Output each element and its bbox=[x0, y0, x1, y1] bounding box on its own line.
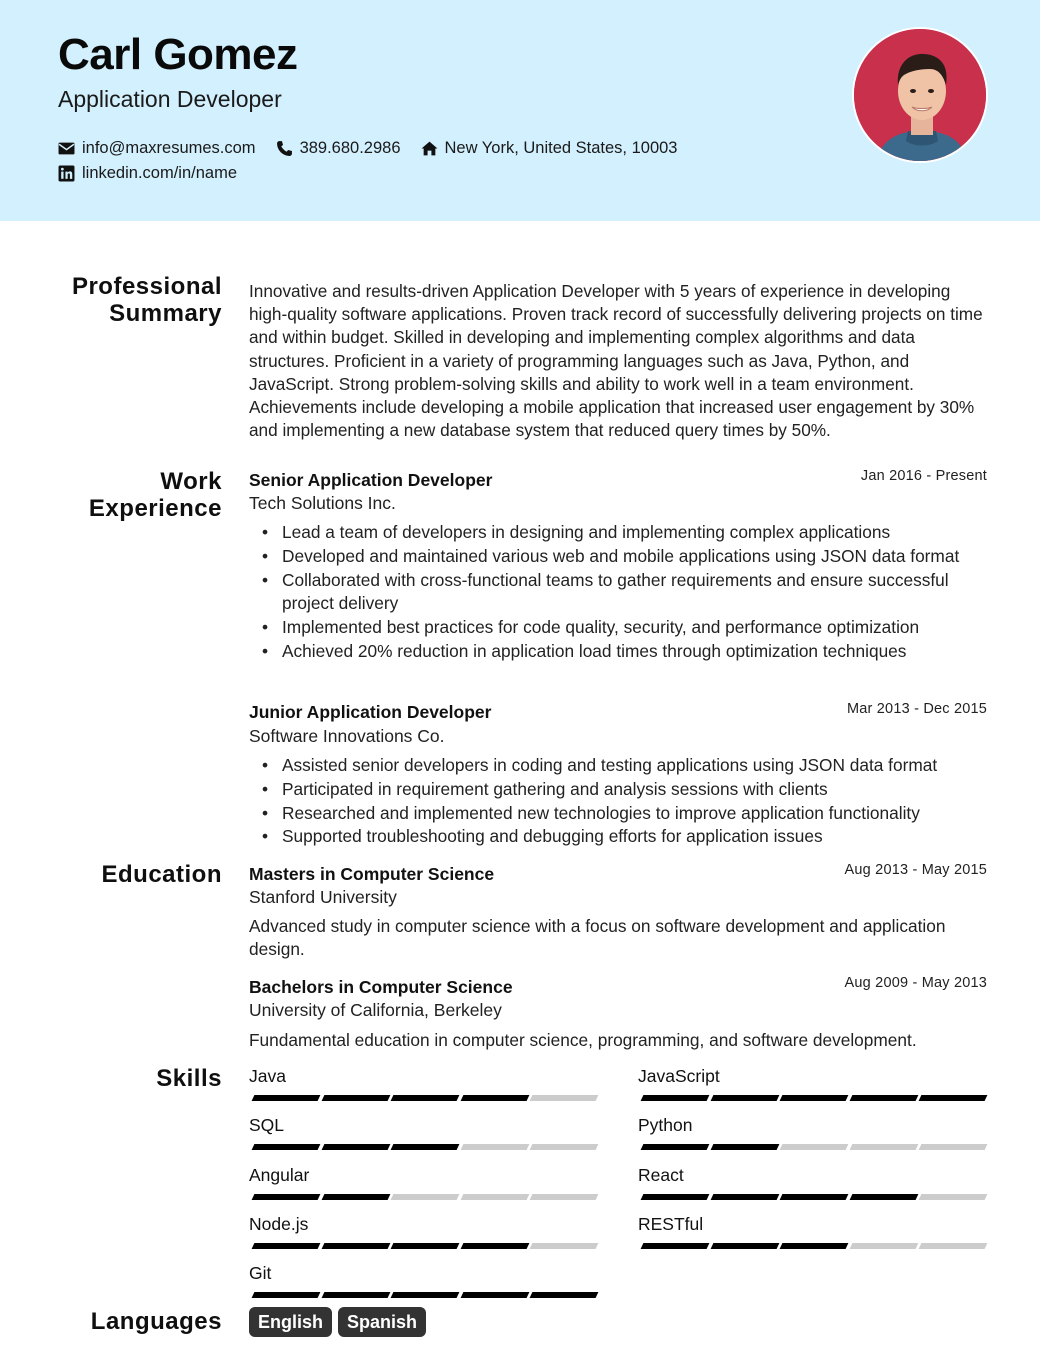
education-dates: Aug 2009 - May 2013 bbox=[844, 975, 987, 991]
header-banner bbox=[0, 0, 1040, 221]
summary-text: Innovative and results-driven Application Developer with 5 years of experience in developing high-quality software applications. Proven track record of successfully delivering projects on time and within budget. Skilled in developing and implementing complex algorithms and data structures. Proficient in a variety of programming languages such as Java, Python, and JavaScript. Strong problem-solving skills and ability to work well in a team environment. Achievements include developing a mobile application that increased user engagement by 30% and implementing a new database system that reduced query times by 50%. bbox=[249, 281, 983, 441]
education-description: Advanced study in computer science with a focus on software development and application design. bbox=[249, 916, 946, 960]
avatar bbox=[854, 29, 988, 163]
skill-level-segment bbox=[710, 1095, 779, 1101]
section-heading-education: Education bbox=[101, 861, 222, 888]
linkedin-icon bbox=[58, 165, 75, 182]
skill-level-bar bbox=[638, 1144, 986, 1150]
skill-level-segment bbox=[710, 1144, 779, 1150]
company-name: Tech Solutions Inc. bbox=[249, 493, 396, 513]
skill-level-segment bbox=[780, 1144, 849, 1150]
list-item: • Achieved 20% reduction in application load times through optimization techniques bbox=[282, 640, 994, 664]
skill-level-segment bbox=[849, 1095, 918, 1101]
skill-level-segment bbox=[919, 1144, 988, 1150]
skill-level-bar bbox=[249, 1194, 597, 1200]
skill-level-bar bbox=[638, 1095, 986, 1101]
skill-level-bar bbox=[249, 1144, 597, 1150]
heading-line: Work bbox=[160, 468, 222, 495]
skill-name: Java bbox=[249, 1066, 286, 1086]
phone-text: 389.680.2986 bbox=[299, 139, 401, 157]
location-text: New York, United States, 10003 bbox=[444, 139, 678, 157]
job-bullets bbox=[282, 521, 994, 664]
skill-level-segment bbox=[641, 1144, 710, 1150]
skill-level-segment bbox=[391, 1243, 460, 1249]
list-item: • Assisted senior developers in coding and testing applications using JSON data format bbox=[282, 754, 994, 778]
list-item: • Implemented best practices for code quality, security, and performance optimization bbox=[282, 616, 994, 640]
skill-level-segment bbox=[460, 1194, 529, 1200]
language-badge: Spanish bbox=[338, 1307, 426, 1337]
skill-name: Angular bbox=[249, 1164, 310, 1185]
skill-level-segment bbox=[641, 1095, 710, 1101]
profile-photo bbox=[852, 27, 988, 163]
skill-level-segment bbox=[321, 1243, 390, 1249]
skill-level-bar bbox=[249, 1292, 597, 1298]
skill-level-segment bbox=[849, 1194, 918, 1200]
section-heading-languages: Languages bbox=[90, 1308, 222, 1335]
skill-level-segment bbox=[391, 1194, 460, 1200]
skill-name: JavaScript bbox=[638, 1066, 720, 1086]
skill-name: RESTful bbox=[638, 1213, 704, 1234]
heading-line: Experience bbox=[88, 495, 222, 522]
candidate-title: Application Developer bbox=[58, 86, 282, 112]
degree-title: Bachelors in Computer Science bbox=[249, 977, 513, 997]
skill-level-segment bbox=[919, 1095, 988, 1101]
skill-level-segment bbox=[252, 1292, 321, 1298]
job-title: Junior Application Developer bbox=[249, 702, 492, 722]
skill-level-segment bbox=[530, 1243, 599, 1249]
skill-level-segment bbox=[710, 1243, 779, 1249]
skill-level-segment bbox=[321, 1194, 390, 1200]
skill-level-segment bbox=[919, 1243, 988, 1249]
job-dates: Mar 2013 - Dec 2015 bbox=[846, 701, 987, 717]
skill-level-bar bbox=[249, 1243, 597, 1249]
email-text: info@maxresumes.com bbox=[82, 139, 256, 157]
skill-level-segment bbox=[780, 1095, 849, 1101]
skill-level-segment bbox=[252, 1243, 321, 1249]
list-item: • Developed and maintained various web and mobile applications using JSON data format bbox=[282, 545, 994, 569]
skill-level-segment bbox=[252, 1194, 321, 1200]
list-item: • Collaborated with cross-functional teams to gather requirements and ensure successful project delivery bbox=[282, 569, 994, 617]
home-icon bbox=[421, 140, 438, 157]
company-name: Software Innovations Co. bbox=[249, 726, 445, 746]
skill-level-segment bbox=[460, 1144, 529, 1150]
list-item: • Participated in requirement gathering and analysis sessions with clients bbox=[282, 778, 994, 802]
skill-level-segment bbox=[252, 1095, 321, 1101]
skill-level-segment bbox=[530, 1194, 599, 1200]
contact-phone[interactable] bbox=[276, 139, 401, 158]
job-title: Senior Application Developer bbox=[249, 470, 493, 490]
skill-name: React bbox=[638, 1164, 684, 1185]
contact-row bbox=[58, 139, 697, 158]
skill-level-bar bbox=[249, 1095, 597, 1101]
skill-level-segment bbox=[530, 1095, 599, 1101]
list-item: • Supported troubleshooting and debugging efforts for application issues bbox=[282, 825, 994, 849]
skill-level-bar bbox=[638, 1194, 986, 1200]
skill-name: Node.js bbox=[249, 1213, 309, 1234]
heading-line: Summary bbox=[109, 300, 222, 327]
job-bullets bbox=[282, 754, 994, 849]
envelope-icon bbox=[58, 140, 75, 157]
contact-location bbox=[421, 139, 678, 158]
list-item: • Researched and implemented new technologies to improve application functionality bbox=[282, 802, 994, 826]
skill-level-segment bbox=[252, 1144, 321, 1150]
skill-level-segment bbox=[780, 1243, 849, 1249]
section-heading-experience bbox=[89, 468, 222, 522]
contact-email[interactable] bbox=[58, 139, 256, 158]
skill-level-segment bbox=[460, 1095, 529, 1101]
education-dates: Aug 2013 - May 2015 bbox=[844, 862, 987, 878]
skill-level-segment bbox=[849, 1243, 918, 1249]
school-name: Stanford University bbox=[249, 887, 397, 907]
skill-level-segment bbox=[530, 1292, 599, 1298]
skill-name: Python bbox=[638, 1115, 693, 1136]
language-badge: English bbox=[249, 1307, 332, 1337]
skill-level-segment bbox=[460, 1243, 529, 1249]
skill-level-segment bbox=[641, 1194, 710, 1200]
contact-row bbox=[58, 164, 257, 183]
heading-line: Professional bbox=[71, 273, 222, 300]
section-heading-summary bbox=[72, 273, 222, 327]
candidate-name: Carl Gomez bbox=[58, 30, 298, 79]
education-description: Fundamental education in computer science, programming, and software development. bbox=[249, 1030, 917, 1050]
skill-name: Git bbox=[249, 1263, 272, 1284]
school-name: University of California, Berkeley bbox=[249, 1000, 502, 1020]
skill-level-segment bbox=[780, 1194, 849, 1200]
list-item: • Lead a team of developers in designing and implementing complex applications bbox=[282, 521, 994, 545]
skill-level-segment bbox=[849, 1144, 918, 1150]
skill-level-segment bbox=[641, 1243, 710, 1249]
language-list bbox=[249, 1307, 432, 1337]
skill-level-segment bbox=[391, 1095, 460, 1101]
skill-level-segment bbox=[391, 1144, 460, 1150]
skill-name: SQL bbox=[249, 1115, 285, 1136]
skill-level-segment bbox=[321, 1292, 390, 1298]
skill-level-segment bbox=[710, 1194, 779, 1200]
contact-linkedin[interactable] bbox=[58, 164, 237, 183]
skill-level-segment bbox=[391, 1292, 460, 1298]
phone-icon bbox=[276, 140, 293, 157]
job-dates: Jan 2016 - Present bbox=[860, 468, 987, 484]
skill-level-bar bbox=[638, 1243, 986, 1249]
skill-level-segment bbox=[321, 1095, 390, 1101]
section-heading-skills: Skills bbox=[156, 1065, 222, 1092]
degree-title: Masters in Computer Science bbox=[249, 864, 495, 884]
skill-level-segment bbox=[530, 1144, 599, 1150]
linkedin-text: linkedin.com/in/name bbox=[82, 164, 237, 182]
skill-level-segment bbox=[919, 1194, 988, 1200]
skill-level-segment bbox=[460, 1292, 529, 1298]
skill-level-segment bbox=[321, 1144, 390, 1150]
